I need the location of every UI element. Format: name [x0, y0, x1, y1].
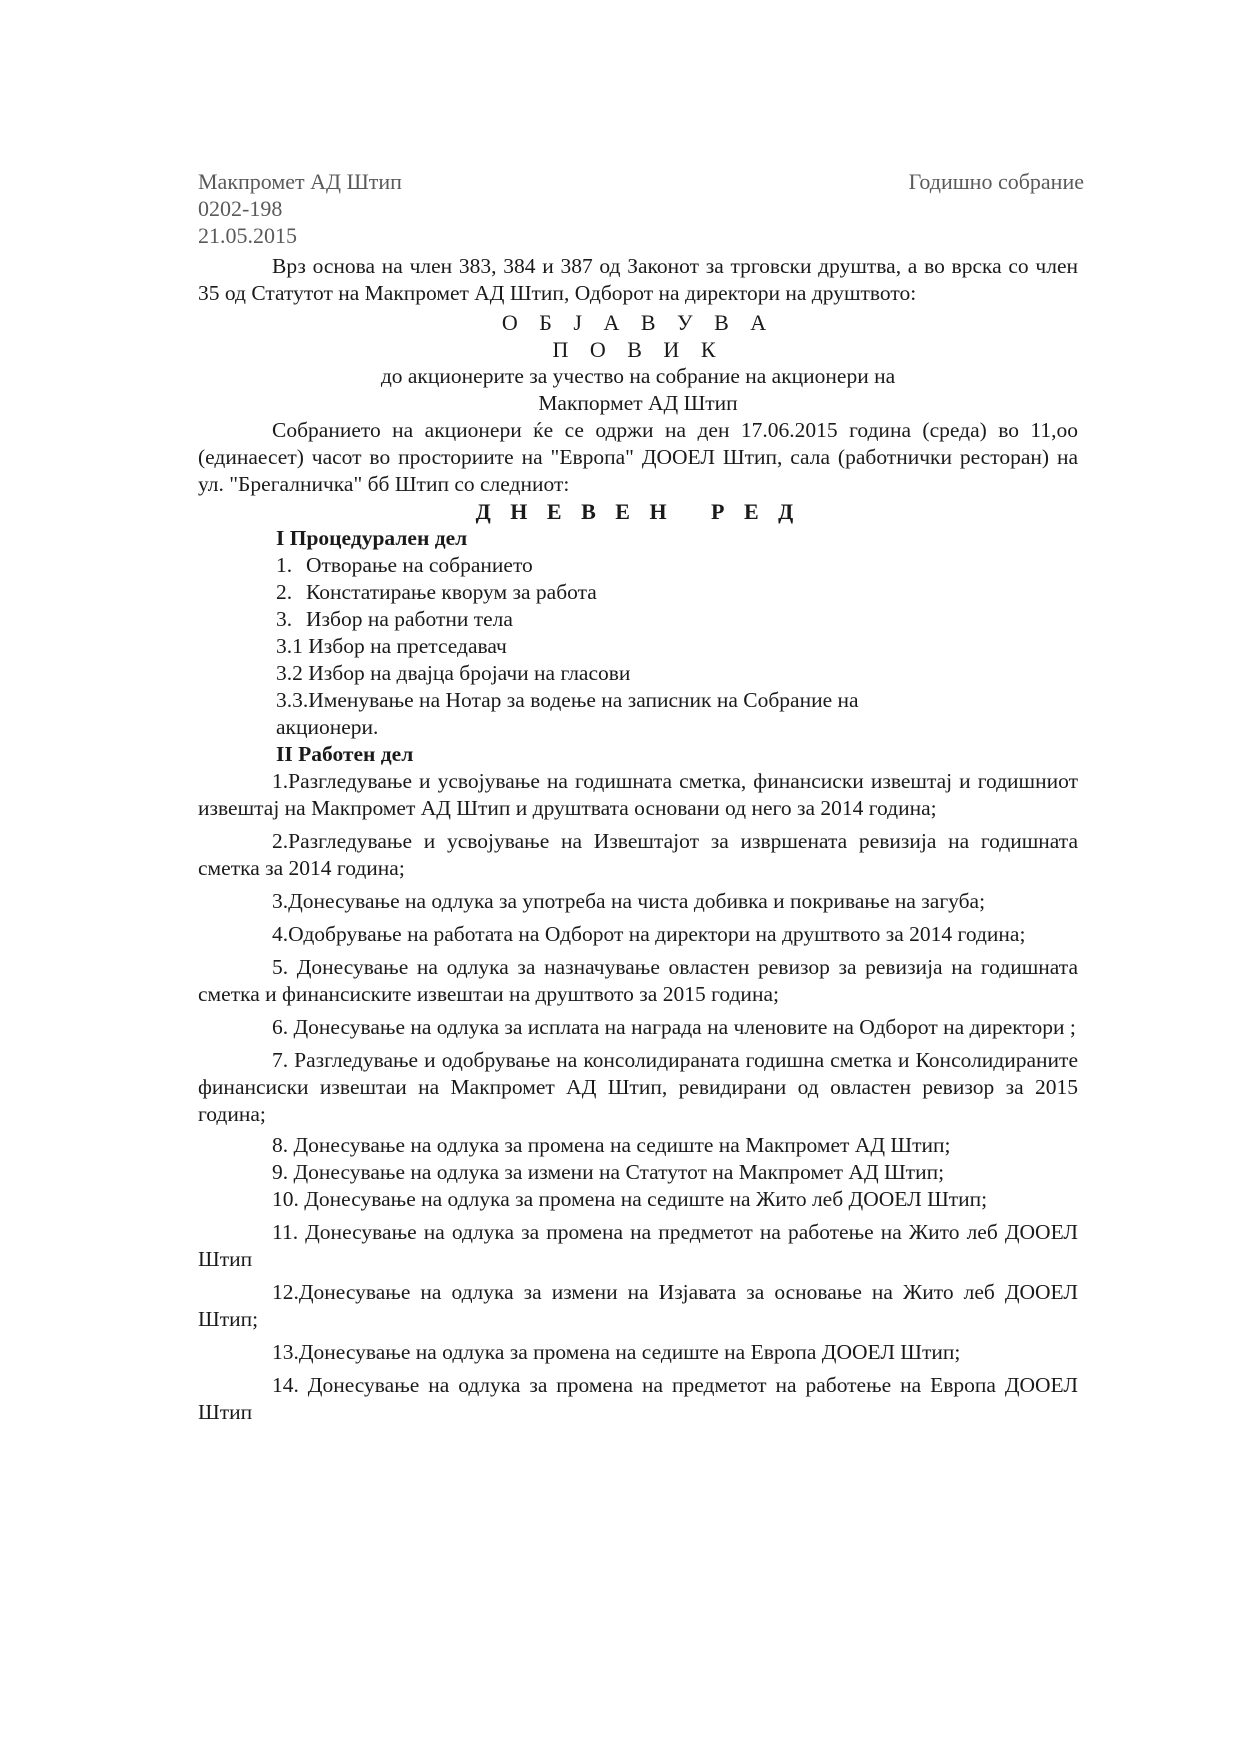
header-row — [198, 168, 1084, 195]
agenda-item: 14. Донесување на одлука за промена на предметот на работење на Европа ДООЕЛ Штип — [198, 1373, 1078, 1424]
procedural-item — [198, 606, 1078, 633]
agenda-item: 12.Донесување на одлука за измени на Изјавата за основање на Жито леб ДООЕЛ Штип; — [198, 1280, 1078, 1331]
document-body — [198, 168, 1084, 1426]
agenda-item: 8. Донесување на одлука за промена на седиште на Макпромет АД Штип; — [272, 1133, 951, 1157]
company-name: Макпромет АД Штип — [198, 169, 402, 194]
document-date: 21.05.2015 — [198, 223, 297, 248]
item-text: Констатирање кворум за работа — [306, 580, 597, 604]
announces-heading: О Б Ј А В У В А — [501, 310, 775, 335]
call-subtitle-1: до акционерите за учество на собрание на акционери на — [380, 364, 896, 388]
item-number: 2. — [276, 580, 293, 604]
agenda-item: 6. Донесување на одлука за исплата на награда на членовите на Одборот на директори ; — [272, 1015, 1076, 1039]
agenda-item: 10. Донесување на одлука за промена на седиште на Жито леб ДООЕЛ Штип; — [272, 1187, 988, 1211]
document-number: 0202-198 — [198, 196, 283, 221]
agenda-item: 4.Одобрување на работата на Одборот на директори на друштвото за 2014 година; — [272, 922, 1026, 946]
procedural-section-title: I Процедурален дел — [276, 526, 468, 550]
agenda-item: 13.Донесување на одлука за промена на седиште на Европа ДООЕЛ Штип; — [272, 1340, 961, 1364]
item-text: Избор на работни тела — [306, 607, 513, 631]
call-heading: П О В И К — [552, 337, 724, 362]
agenda-item: 11. Донесување на одлука за промена на предметот на работење на Жито леб ДООЕЛ Штип — [198, 1220, 1078, 1271]
intro-paragraph: Врз основа на член 383, 384 и 387 од Законот за трговски друштва, а во врска со член 35 од Статутот на Макпромет АД Штип, Одборот на директори на друштвото: — [198, 254, 1078, 305]
meeting-type: Годишно собрание — [908, 169, 1084, 194]
procedural-subitem: 3.3.Именување на Нотар за водење на записник на Собрание на акционери. — [276, 688, 859, 739]
procedural-subitem: 3.1 Избор на претседавач — [276, 634, 507, 658]
working-section-title: II Работен дел — [276, 742, 414, 766]
procedural-subitem: 3.2 Избор на двајца бројачи на гласови — [276, 661, 631, 685]
procedural-item — [198, 579, 1078, 606]
agenda-item: 2.Разгледување и усвојување на Извештајот за извршената ревизија на годишната сметка за 2014 година; — [198, 829, 1078, 880]
meeting-info-paragraph: Собранието на акционери ќе се одржи на ден 17.06.2015 година (среда) во 11,оо (единаесет) часот во просториите на "Европа" ДООЕЛ Штип, сала (работнички ресторан) на ул. "Брегалничка" бб Штип со следниот: — [198, 418, 1078, 496]
item-text: Отворање на собранието — [306, 553, 533, 577]
agenda-item: 5. Донесување на одлука за назначување овластен ревизор за ревизија на годишната сметка и финансиските извештаи на друштвото за 2015 година; — [198, 955, 1078, 1006]
procedural-item — [198, 552, 1078, 579]
call-subtitle-2: Макпормет АД Штип — [538, 391, 738, 415]
agenda-title: Д Н Е В Е Н Р Е Д — [475, 499, 801, 524]
agenda-item: 1.Разгледување и усвојување на годишната сметка, финансиски извештај и годишниот извештај на Макпромет АД Штип и друштвата основани од него за 2014 година; — [198, 769, 1078, 820]
item-number: 3. — [276, 607, 293, 631]
agenda-item: 3.Донесување на одлука за употреба на чиста добивка и покривање на загуба; — [272, 889, 986, 913]
agenda-item: 7. Разгледување и одобрување на консолидираната годишна сметка и Консолидираните финансиски извештаи на Макпромет АД Штип, ревидирани од овластен ревизор за 2015 година; — [198, 1048, 1078, 1126]
item-number: 1. — [276, 553, 293, 577]
agenda-item: 9. Донесување на одлука за измени на Статутот на Макпромет АД Штип; — [272, 1160, 945, 1184]
